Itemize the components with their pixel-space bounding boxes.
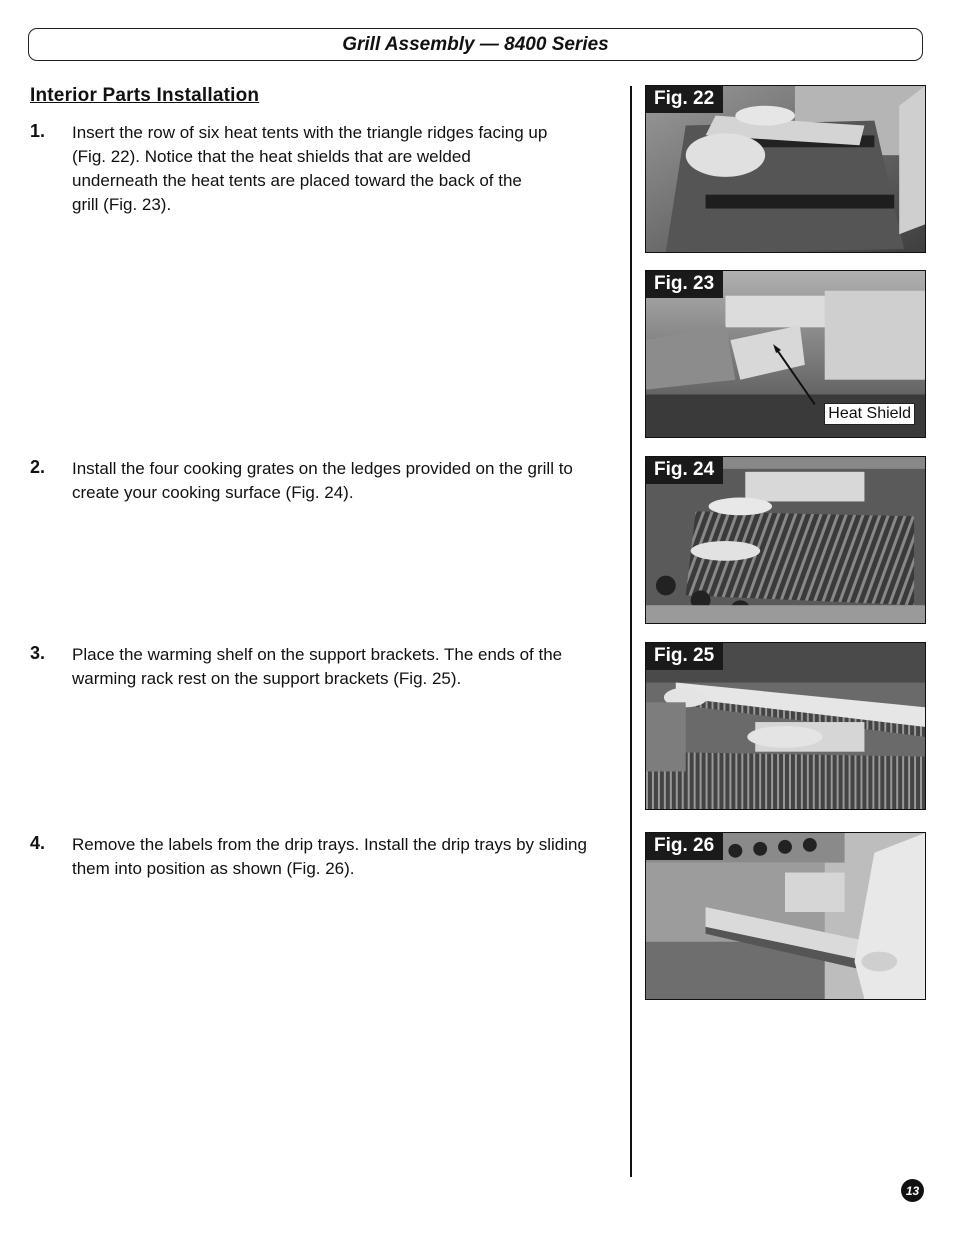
header-box [28, 28, 923, 61]
figure-label: Fig. 26 [646, 833, 723, 860]
step-number: 2. [30, 457, 46, 477]
step-text: Place the warming shelf on the support brackets. The ends of the warming rack rest on the support brackets (Fig. 25). [72, 645, 563, 688]
figure-label: Fig. 23 [646, 271, 723, 298]
figure-23 [645, 270, 926, 438]
figure-label: Fig. 22 [646, 86, 723, 113]
figure-label: Fig. 25 [646, 643, 723, 670]
figure-label: Fig. 24 [646, 457, 723, 484]
page-number: 13 [901, 1179, 924, 1202]
step-number: 1. [30, 121, 46, 141]
step-number: 3. [30, 643, 46, 663]
step-text: Remove the labels from the drip trays. Install the drip trays by sliding them into position as shown (Fig. 26). [72, 835, 587, 878]
page-header-title: Grill Assembly — 8400 Series [342, 33, 609, 55]
step-text: Insert the row of six heat tents with the triangle ridges facing up (Fig. 22). Notice that the heat shields that are welded underneath the heat tents are placed toward the back of the grill (Fig. 23). [72, 123, 548, 214]
figure-22 [645, 85, 926, 253]
figure-25 [645, 642, 926, 810]
column-divider [630, 86, 632, 1177]
heat-shield-callout: Heat Shield [824, 403, 915, 425]
step-number: 4. [30, 833, 46, 853]
figure-26 [645, 832, 926, 1000]
step-text: Install the four cooking grates on the ledges provided on the grill to create your cooking surface (Fig. 24). [72, 459, 573, 502]
section-title: Interior Parts Installation [30, 85, 260, 106]
figure-24 [645, 456, 926, 624]
